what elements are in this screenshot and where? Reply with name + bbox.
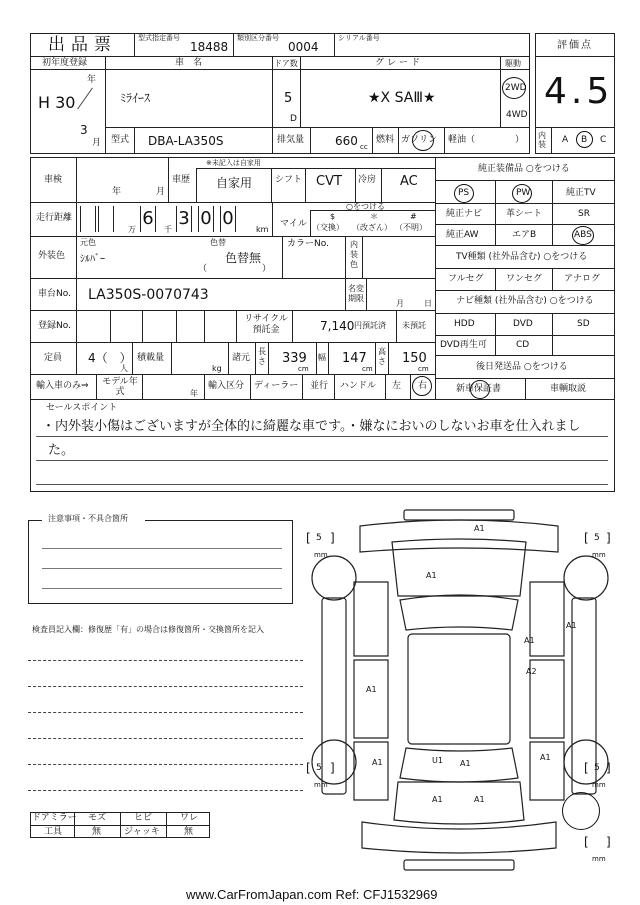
tv-oneseg: ワンセグ [506, 274, 543, 284]
name-change-day: 日 [424, 299, 432, 308]
equip-airbag: エアB [512, 230, 537, 240]
equip-ps-circle [454, 184, 474, 203]
tread-rr-unit: mm [592, 781, 606, 789]
mileage-sen: 千 [164, 225, 172, 234]
history-label: 車歴 [172, 175, 191, 185]
tread-rl-value: 5 [316, 763, 322, 773]
damage-left-door: A1 [366, 685, 377, 694]
recycle-value: 7,140 [320, 319, 355, 333]
tools-value: 無 [92, 827, 102, 837]
handle-label: ハンドル [340, 381, 377, 391]
interior-b: B [581, 135, 588, 145]
navi-hdd: HDD [454, 319, 475, 329]
jack-label: ジャッキ [124, 827, 160, 837]
tread-spare-bracket-r: ] [606, 835, 611, 849]
model-year-label: モデル年式 [102, 377, 138, 397]
length-value: 339 [282, 351, 307, 366]
interior-b-circle [576, 131, 593, 148]
height-label: 高さ [378, 347, 386, 366]
equip-genuine-navi: 純正ナビ [446, 209, 483, 219]
drive-2wd-circle [502, 77, 526, 99]
spare-tire [562, 792, 600, 830]
tread-rl-bracket-l: [ [306, 761, 311, 775]
sales-point-line2: た。 [48, 443, 75, 458]
color-paren-close: ） [262, 264, 272, 274]
first-reg-year-unit: 年 [87, 75, 97, 85]
tread-fl-value: 5 [316, 533, 322, 543]
doors-label: ドア数 [274, 59, 298, 68]
tread-fr-unit: mm [592, 551, 606, 559]
caution-box [28, 520, 293, 604]
width-value: 147 [342, 351, 367, 366]
warranty-circle [470, 380, 490, 399]
recycle-not: 未預託 [402, 321, 426, 330]
capacity-value: 4（ ） [88, 351, 132, 365]
sales-point-line1: ・内外装小傷はございますが全体的に綺麗な車です。・嫌なにおいのしないお車を仕入れまし [42, 419, 581, 434]
ac-value: AC [400, 174, 418, 189]
car-name-value: ﾐﾗｲｰｽ [120, 91, 151, 105]
meter-modified-sym: ＊ [370, 212, 378, 221]
tread-fl-bracket-l: [ [306, 531, 311, 545]
meter-modified-text: （改ざん） [352, 223, 392, 232]
load-unit: kg [212, 364, 222, 373]
meter-exchange-sym: $ [330, 212, 336, 221]
shift-value: CVT [316, 174, 342, 189]
tread-spare-bracket-l: [ [584, 835, 589, 849]
mileage-digit: 3 [178, 208, 190, 229]
equip-leather-seat: 革シート [506, 209, 543, 219]
doors-value: 5 [284, 91, 293, 106]
tread-rl-bracket-r: ] [330, 761, 335, 775]
ac-label: 冷房 [358, 175, 377, 185]
navi-sd: SD [577, 319, 590, 329]
genuine-equipment-title: 純正装備品 ○をつける [478, 164, 570, 174]
dvd-playback: DVD再生可 [440, 340, 487, 350]
damage-rear-panel: A1 [460, 759, 471, 768]
sales-point-label: セールスポイント [46, 403, 118, 413]
capacity-unit: 人 [120, 364, 128, 373]
displacement-label: 排気量 [277, 135, 305, 145]
mile-label: マイル [280, 219, 307, 229]
tread-fr-bracket-l: [ [584, 531, 589, 545]
import-dealer: ディーラー [254, 381, 299, 391]
color-change-value: 色替無 [225, 251, 262, 265]
form-title: 出品票 [48, 35, 117, 55]
mileage-man: 万 [128, 225, 136, 234]
door-mirror-value: モズ [88, 813, 107, 823]
handle-left: 左 [392, 381, 402, 391]
equip-ps: PS [458, 188, 470, 198]
inspector-label: 検査員記入欄：修復歴「有」の場合は修復箇所・交換箇所を記入 [32, 625, 264, 634]
type-value: DBA-LA350S [148, 134, 224, 148]
tread-fr-bracket-r: ] [606, 531, 611, 545]
vehicle-manual: 車輌取説 [550, 384, 587, 394]
type-label: 型式 [111, 135, 130, 145]
meter-note: ○をつける [346, 202, 385, 211]
ext-color-label: 外装色 [38, 251, 66, 261]
tread-rr-bracket-l: [ [584, 761, 589, 775]
footer-reference: www.CarFromJapan.com Ref: CFJ1532969 [186, 887, 438, 902]
tread-spare-unit: mm [592, 855, 606, 863]
damage-right-rear-door: A2 [526, 667, 537, 676]
displacement-unit: cc [360, 143, 368, 151]
tv-fullseg: フルセグ [448, 274, 484, 284]
width-label: 幅 [318, 353, 326, 362]
mileage-digit-cell [176, 206, 192, 232]
hibi-label: ヒビ [134, 813, 153, 823]
equip-pw: PW [516, 188, 531, 198]
grade-point-value: 4.5 [544, 71, 614, 112]
displacement-value: 660 [335, 134, 358, 148]
mileage-digit-cell [98, 206, 114, 232]
doors-sub: D [290, 114, 297, 124]
inspection-label: 車検 [44, 175, 63, 185]
fuel-label: 燃料 [376, 135, 395, 145]
ware-label: ワレ [180, 813, 199, 823]
reg-no-label: 登録No. [38, 321, 71, 331]
serial-label: シリアル番号 [338, 34, 380, 42]
tread-rr-bracket-r: ] [606, 761, 611, 775]
navi-type-title: ナビ種類 (社外品含む) ○をつける [456, 296, 594, 306]
damage-rear-bumper-right: A1 [474, 795, 485, 804]
dims-label: 諸元 [232, 353, 251, 363]
equip-abs: ABS [574, 230, 592, 240]
color-change-label: 色替 [210, 238, 226, 247]
class-code-value: 0004 [288, 40, 319, 54]
equip-abs-circle [572, 226, 594, 245]
shift-label: シフト [275, 175, 303, 185]
damage-right-quarter: A1 [540, 753, 551, 762]
mileage-label: 走行距離 [36, 213, 73, 223]
color-no-label: カラーNo. [287, 239, 329, 249]
history-value: 自家用 [216, 176, 253, 190]
load-label: 積載量 [137, 353, 165, 363]
first-reg-label: 初年度登録 [42, 58, 88, 68]
original-color-value: ｼﾙﾊﾞｰ [80, 254, 105, 265]
mileage-digit-cell [198, 206, 214, 232]
drive-4wd: 4WD [506, 110, 528, 120]
tread-rl-unit: mm [314, 781, 328, 789]
damage-rear-window: U1 [432, 756, 443, 765]
tread-fr-value: 5 [594, 533, 600, 543]
mileage-digit-cell [220, 206, 236, 232]
import-type-label: 輸入区分 [208, 381, 245, 391]
damage-right-front-door: A1 [524, 636, 535, 645]
inspection-month: 月 [156, 187, 166, 197]
damage-rear-bumper-left: A1 [432, 795, 443, 804]
class-code-label: 類別区分番号 [237, 34, 279, 42]
mileage-digit-cell [140, 206, 156, 232]
frame-value: LA350S-0070743 [88, 287, 209, 303]
length-unit: cm [298, 365, 309, 373]
capacity-label: 定員 [44, 353, 63, 363]
new-car-warranty: 新車保証書 [456, 384, 502, 394]
tread-fl-unit: mm [314, 551, 328, 559]
mileage-digit: 6 [142, 208, 154, 229]
import-parallel: 並行 [310, 381, 329, 391]
diesel-label: 軽油（ [448, 135, 476, 145]
equip-genuine-tv: 純正TV [566, 188, 596, 198]
grade-value: ★X SAⅢ★ [368, 90, 436, 106]
jack-value: 無 [184, 827, 194, 837]
meter-unknown-sym: # [410, 212, 417, 221]
original-color-label: 元色 [80, 238, 96, 247]
interior-c: C [600, 135, 607, 145]
door-mirror-label: ドアミラー [32, 813, 77, 823]
frame-label: 車台No. [38, 289, 71, 299]
recycle-deposited: 円預託済 [354, 321, 386, 330]
drive-label: 駆動 [505, 59, 521, 68]
tread-rr-value: 5 [594, 763, 600, 773]
fuel-circle [412, 130, 434, 151]
name-change-label: 名変期限 [348, 284, 364, 303]
after-shipment-title: 後日発送品 ○をつける [476, 362, 568, 372]
interior-a: A [562, 135, 569, 145]
model-year-unit: 年 [190, 389, 198, 398]
cd-label: CD [516, 340, 530, 350]
int-color-label: 内装色 [350, 240, 358, 269]
damage-left-rear: A1 [372, 758, 383, 767]
interior-label: 内装 [538, 131, 546, 149]
import-only-label: 輸入車のみ⇒ [36, 381, 89, 391]
model-code-value: 18488 [190, 40, 229, 54]
height-unit: cm [418, 365, 429, 373]
equip-genuine-aw: 純正AW [446, 230, 479, 240]
color-paren-open: （ [198, 264, 208, 274]
inspection-year: 年 [112, 187, 122, 197]
tv-analog: アナログ [564, 274, 601, 284]
first-reg-month-unit: 月 [92, 138, 102, 148]
caution-label: 注意事項・不具合箇所 [48, 514, 128, 523]
grade-label: グレード [375, 58, 424, 68]
name-change-month: 月 [396, 299, 404, 308]
damage-front-bumper: A1 [474, 524, 485, 533]
equip-pw-circle [512, 184, 532, 203]
mileage-digit: 0 [200, 208, 212, 229]
navi-dvd: DVD [513, 319, 533, 329]
equip-sr: SR [578, 209, 590, 219]
tools-label: 工具 [44, 827, 63, 837]
mileage-unit: km [256, 225, 269, 234]
car-name-label: 車 名 [175, 58, 203, 68]
meter-unknown-text: （不明） [395, 223, 427, 232]
recycle-label: リサイクル預託金 [244, 314, 288, 335]
handle-right-circle [412, 376, 432, 396]
unregistered-note: ※未記入は自家用 [206, 159, 261, 167]
diesel-close: ） [515, 135, 525, 145]
damage-right-fender: A1 [566, 621, 577, 630]
tread-fl-bracket-r: ] [330, 531, 335, 545]
drive-2wd: 2WD [505, 83, 527, 93]
tv-type-title: TV種類 (社外品含む) ○をつける [456, 252, 588, 262]
fuel-value: ガソリン [401, 135, 438, 145]
handle-right: 右 [418, 381, 428, 391]
mileage-digit-cell [80, 206, 96, 232]
meter-exchange-text: （交換） [312, 223, 344, 232]
model-code-label: 型式指定番号 [138, 34, 180, 42]
damage-hood: A1 [426, 571, 437, 580]
mileage-digit: 0 [222, 208, 234, 229]
grade-point-label: 評価点 [557, 40, 593, 51]
length-label: 長さ [258, 347, 266, 366]
height-value: 150 [402, 351, 427, 366]
first-reg-month: 3 [80, 123, 88, 137]
width-unit: cm [362, 365, 373, 373]
first-reg-era: H 30 [38, 93, 76, 112]
